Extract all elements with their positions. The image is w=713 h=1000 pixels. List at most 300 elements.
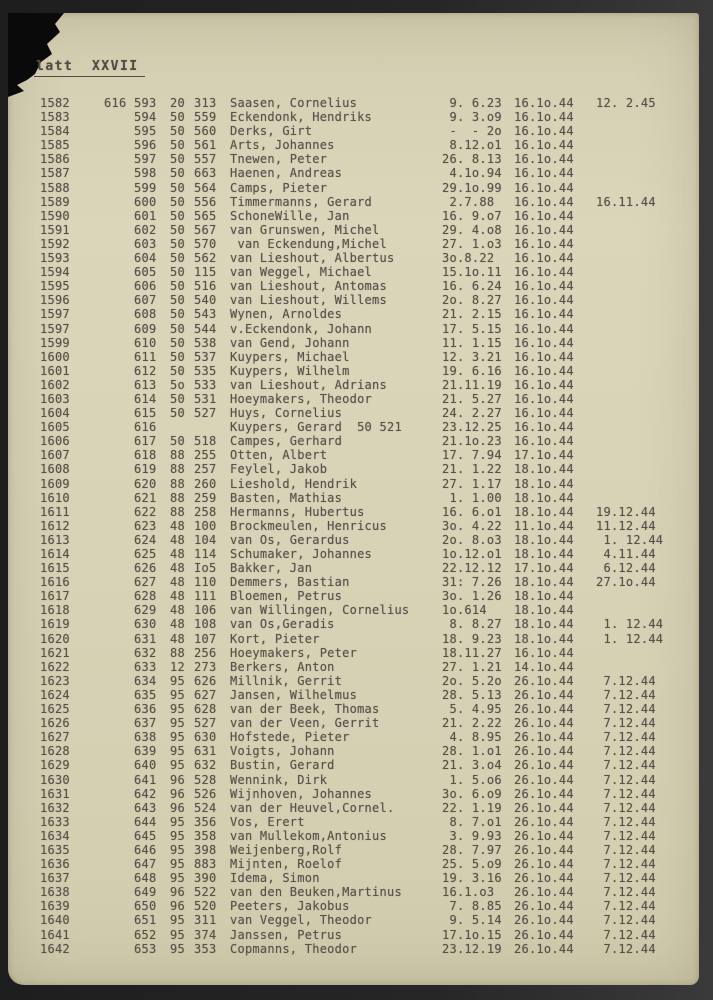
cell-number: 108 xyxy=(194,617,217,632)
table-row xyxy=(40,322,682,336)
cell-seq: 1620 xyxy=(40,631,70,646)
cell-date-in: 16.1o.44 xyxy=(514,363,574,378)
cell-seq: 1642 xyxy=(40,941,70,956)
cell-reg: 617 xyxy=(134,434,157,449)
table-row xyxy=(40,279,682,293)
cell-birth-date: 27. 1.17 xyxy=(442,476,502,491)
table-row xyxy=(40,843,682,857)
cell-number: 527 xyxy=(194,406,217,421)
cell-number: 256 xyxy=(194,645,217,660)
cell-reg: 609 xyxy=(134,321,157,336)
cell-reg: 635 xyxy=(134,687,157,702)
cell-date-out: 7.12.44 xyxy=(596,814,656,829)
cell-reg: 648 xyxy=(134,871,157,886)
cell-birth-date: 9. 6.23 xyxy=(442,96,502,110)
cell-name: van Os,Geradis xyxy=(230,617,335,632)
cell-name: Mijnten, Roelof xyxy=(230,857,343,872)
cell-ref xyxy=(104,195,134,209)
cell-seq: 1606 xyxy=(40,434,70,449)
cell-group: 88 xyxy=(170,645,185,660)
table-row xyxy=(40,942,682,956)
cell-number: 565 xyxy=(194,208,217,223)
cell-reg: 631 xyxy=(134,631,157,646)
cell-reg: 593 xyxy=(134,96,157,110)
cell-name: Camps, Pieter xyxy=(230,180,328,195)
cell-ref xyxy=(104,434,134,448)
cell-date-out: 6.12.44 xyxy=(596,561,656,576)
cell-reg: 624 xyxy=(134,532,157,547)
cell-name: Saasen, Cornelius xyxy=(230,96,358,110)
cell-group: 20 xyxy=(170,96,185,110)
cell-date-out xyxy=(596,152,682,166)
cell-seq: 1611 xyxy=(40,504,70,519)
cell-seq: 1623 xyxy=(40,673,70,688)
cell-name: van Lieshout, Adrians xyxy=(230,377,387,392)
cell-reg: 649 xyxy=(134,885,157,900)
cell-number: 374 xyxy=(194,927,217,942)
cell-reg: 594 xyxy=(134,110,157,125)
cell-reg: 646 xyxy=(134,842,157,857)
cell-number: 531 xyxy=(194,391,217,406)
cell-ref xyxy=(104,758,134,772)
table-row xyxy=(40,702,682,716)
cell-seq: 1589 xyxy=(40,194,70,209)
cell-seq: 1600 xyxy=(40,349,70,364)
cell-date-in: 26.1o.44 xyxy=(514,927,574,942)
cell-name: Eckendonk, Hendriks xyxy=(230,110,373,125)
cell-ref xyxy=(104,138,134,152)
cell-ref xyxy=(104,519,134,533)
cell-date-out xyxy=(596,406,682,420)
cell-reg: 642 xyxy=(134,786,157,801)
cell-date-out xyxy=(596,491,682,505)
cell-group: 96 xyxy=(170,786,185,801)
cell-reg: 633 xyxy=(134,659,157,674)
cell-group: 50 xyxy=(170,265,185,280)
table-row xyxy=(40,251,682,265)
cell-reg: 643 xyxy=(134,800,157,815)
cell-date-in: 26.1o.44 xyxy=(514,885,574,900)
cell-group: 88 xyxy=(170,490,185,505)
cell-ref xyxy=(104,787,134,801)
cell-seq: 1605 xyxy=(40,420,70,435)
cell-seq: 1594 xyxy=(40,265,70,280)
cell-date-in: 26.1o.44 xyxy=(514,842,574,857)
cell-reg: 603 xyxy=(134,236,157,251)
cell-date-out: 7.12.44 xyxy=(596,941,656,956)
cell-seq: 1592 xyxy=(40,236,70,251)
cell-ref xyxy=(104,166,134,180)
cell-number: 557 xyxy=(194,152,217,167)
table-row xyxy=(40,773,682,787)
cell-group: 50 xyxy=(170,434,185,449)
cell-seq: 1614 xyxy=(40,547,70,561)
cell-date-out xyxy=(596,223,682,237)
cell-date-out: 7.12.44 xyxy=(596,899,656,914)
cell-seq: 1593 xyxy=(40,251,70,266)
cell-group: 50 xyxy=(170,110,185,125)
cell-seq: 1609 xyxy=(40,476,70,491)
cell-seq: 1630 xyxy=(40,772,70,787)
cell-group: 48 xyxy=(170,603,185,618)
table-row xyxy=(40,152,682,166)
cell-seq: 1636 xyxy=(40,857,70,872)
cell-date-out: 16.11.44 xyxy=(596,194,656,209)
cell-seq: 1596 xyxy=(40,293,70,308)
cell-group: 50 xyxy=(170,180,185,195)
cell-number: 110 xyxy=(194,575,217,590)
cell-seq: 1582 xyxy=(40,96,70,110)
cell-number: 632 xyxy=(194,758,217,773)
cell-number: 522 xyxy=(194,885,217,900)
cell-birth-date: 5. 4.95 xyxy=(442,702,502,717)
cell-number: 564 xyxy=(194,180,217,195)
table-row xyxy=(40,223,682,237)
cell-name: Wijnhoven, Johannes xyxy=(230,786,373,801)
cell-reg: 636 xyxy=(134,702,157,717)
cell-date-out xyxy=(596,660,682,674)
cell-date-out: 1. 12.44 xyxy=(596,617,664,632)
cell-date-in: 26.1o.44 xyxy=(514,814,574,829)
cell-ref xyxy=(104,533,134,547)
cell-date-in: 16.1o.44 xyxy=(514,406,574,421)
cell-date-out xyxy=(596,364,682,378)
cell-seq: 1622 xyxy=(40,659,70,674)
cell-date-out xyxy=(596,477,682,491)
cell-group: 95 xyxy=(170,744,185,759)
cell-date-in: 18.1o.44 xyxy=(514,532,574,547)
cell-birth-date: 17. 7.94 xyxy=(442,448,502,463)
cell-date-out xyxy=(596,646,682,660)
cell-number: 663 xyxy=(194,166,217,181)
table-row xyxy=(40,195,682,209)
cell-ref xyxy=(104,336,134,350)
cell-date-in: 16.1o.44 xyxy=(514,251,574,266)
cell-seq: 1615 xyxy=(40,561,70,576)
cell-ref xyxy=(104,293,134,307)
cell-number: 520 xyxy=(194,899,217,914)
cell-birth-date: 23.12.19 xyxy=(442,941,502,956)
cell-birth-date: 23.12.25 xyxy=(442,420,502,435)
cell-group: 95 xyxy=(170,842,185,857)
cell-number: 259 xyxy=(194,490,217,505)
cell-date-out xyxy=(596,181,682,195)
table-row xyxy=(40,406,682,420)
cell-birth-date: 8. 8.27 xyxy=(442,617,502,632)
cell-date-in: 18.1o.44 xyxy=(514,589,574,604)
cell-name: van den Beuken,Martinus xyxy=(230,885,402,900)
cell-group: 48 xyxy=(170,561,185,576)
cell-number: 559 xyxy=(194,110,217,125)
table-row xyxy=(40,801,682,815)
cell-ref xyxy=(104,350,134,364)
cell-reg: 629 xyxy=(134,603,157,618)
cell-seq: 1626 xyxy=(40,716,70,731)
cell-group: 96 xyxy=(170,772,185,787)
cell-number: 544 xyxy=(194,321,217,336)
cell-date-out xyxy=(596,110,682,124)
cell-birth-date: 31: 7.26 xyxy=(442,575,502,590)
cell-birth-date: 3o. 4.22 xyxy=(442,518,502,533)
cell-birth-date: 1. 1.00 xyxy=(442,490,502,505)
cell-number: 538 xyxy=(194,335,217,350)
cell-birth-date: 25. 5.o9 xyxy=(442,857,502,872)
cell-date-in: 16.1o.44 xyxy=(514,152,574,167)
cell-birth-date: 21. 2.15 xyxy=(442,307,502,322)
cell-reg: 614 xyxy=(134,391,157,406)
cell-ref xyxy=(104,307,134,321)
cell-name: Demmers, Bastian xyxy=(230,575,350,590)
cell-ref xyxy=(104,829,134,843)
cell-reg: 605 xyxy=(134,265,157,280)
cell-birth-date: 4. 8.95 xyxy=(442,730,502,745)
cell-birth-date: 22. 1.19 xyxy=(442,800,502,815)
cell-ref xyxy=(104,942,134,956)
cell-number: 107 xyxy=(194,631,217,646)
cell-group: 5o xyxy=(170,377,185,392)
cell-name: Kuypers, Gerard 50 521 xyxy=(230,420,402,435)
cell-date-in: 11.1o.44 xyxy=(514,518,574,533)
cell-date-in: 26.1o.44 xyxy=(514,702,574,717)
cell-date-in: 26.1o.44 xyxy=(514,744,574,759)
cell-birth-date: 7. 8.85 xyxy=(442,899,502,914)
cell-ref xyxy=(104,462,134,476)
cell-birth-date: 15.1o.11 xyxy=(442,265,502,280)
cell-number: 630 xyxy=(194,730,217,745)
cell-group: 96 xyxy=(170,899,185,914)
cell-seq: 1628 xyxy=(40,744,70,759)
cell-ref xyxy=(104,448,134,462)
cell-seq: 1616 xyxy=(40,575,70,590)
cell-date-in: 16.1o.44 xyxy=(514,222,574,237)
cell-date-out: 7.12.44 xyxy=(596,673,656,688)
cell-reg: 639 xyxy=(134,744,157,759)
cell-date-in: 16.1o.44 xyxy=(514,124,574,139)
cell-seq: 1604 xyxy=(40,406,70,421)
cell-date-in: 16.1o.44 xyxy=(514,293,574,308)
table-row xyxy=(40,885,682,899)
cell-number: 526 xyxy=(194,786,217,801)
table-row xyxy=(40,462,682,476)
cell-seq: 1602 xyxy=(40,377,70,392)
cell-birth-date: 1. 5.o6 xyxy=(442,772,502,787)
cell-ref xyxy=(104,730,134,744)
cell-number: 104 xyxy=(194,532,217,547)
cell-number: 313 xyxy=(194,96,217,110)
cell-birth-date: 2o. 8.27 xyxy=(442,293,502,308)
cell-number: 111 xyxy=(194,589,217,604)
cell-name: Janssen, Petrus xyxy=(230,927,343,942)
cell-date-out: 7.12.44 xyxy=(596,716,656,731)
cell-group: 95 xyxy=(170,673,185,688)
cell-name: Vos, Erert xyxy=(230,814,305,829)
cell-date-in: 18.1o.44 xyxy=(514,575,574,590)
cell-name: Bloemen, Petrus xyxy=(230,589,343,604)
cell-seq: 1641 xyxy=(40,927,70,942)
table-row xyxy=(40,364,682,378)
cell-birth-date: 26. 8.13 xyxy=(442,152,502,167)
cell-name: van Mullekom,Antonius xyxy=(230,828,387,843)
cell-reg: 651 xyxy=(134,913,157,928)
cell-date-in: 26.1o.44 xyxy=(514,800,574,815)
table-row xyxy=(40,617,682,631)
cell-date-out xyxy=(596,603,682,617)
cell-ref xyxy=(104,674,134,688)
cell-ref xyxy=(104,702,134,716)
cell-seq: 1627 xyxy=(40,730,70,745)
cell-date-out: 7.12.44 xyxy=(596,687,656,702)
cell-birth-date: 16. 9.o7 xyxy=(442,208,502,223)
cell-number: 358 xyxy=(194,828,217,843)
table-row xyxy=(40,533,682,547)
cell-name: van Os, Gerardus xyxy=(230,532,350,547)
table-row xyxy=(40,603,682,617)
cell-date-out xyxy=(596,279,682,293)
cell-reg: 640 xyxy=(134,758,157,773)
cell-group: 50 xyxy=(170,222,185,237)
cell-number: 311 xyxy=(194,913,217,928)
cell-group: 12 xyxy=(170,659,185,674)
cell-date-in: 16.1o.44 xyxy=(514,180,574,195)
cell-reg: 599 xyxy=(134,180,157,195)
cell-birth-date: 28. 5.13 xyxy=(442,687,502,702)
cell-number: 543 xyxy=(194,307,217,322)
cell-ref xyxy=(104,871,134,885)
cell-date-out: 7.12.44 xyxy=(596,828,656,843)
records-table xyxy=(40,96,682,956)
cell-group: 48 xyxy=(170,547,185,561)
table-row xyxy=(40,378,682,392)
cell-name: van Eckendung,Michel xyxy=(230,236,387,251)
cell-group: 50 xyxy=(170,138,185,153)
cell-group: 50 xyxy=(170,124,185,139)
cell-group: 50 xyxy=(170,335,185,350)
cell-ref xyxy=(104,913,134,927)
cell-number: 115 xyxy=(194,265,217,280)
cell-date-in: 26.1o.44 xyxy=(514,941,574,956)
cell-seq: 1595 xyxy=(40,279,70,294)
cell-birth-date: 21. 3.o4 xyxy=(442,758,502,773)
cell-group: 48 xyxy=(170,617,185,632)
cell-date-out: 7.12.44 xyxy=(596,885,656,900)
cell-number: 883 xyxy=(194,857,217,872)
cell-birth-date: 3o. 1.26 xyxy=(442,589,502,604)
cell-name: van der Heuvel,Cornel. xyxy=(230,800,395,815)
cell-name: Bakker, Jan xyxy=(230,561,313,576)
cell-date-out: 27.1o.44 xyxy=(596,575,656,590)
cell-number: 561 xyxy=(194,138,217,153)
table-row xyxy=(40,138,682,152)
cell-group: 95 xyxy=(170,913,185,928)
cell-date-out xyxy=(596,209,682,223)
cell-group: 88 xyxy=(170,448,185,463)
cell-date-in: 26.1o.44 xyxy=(514,786,574,801)
cell-group: 50 xyxy=(170,152,185,167)
cell-birth-date: 21. 5.27 xyxy=(442,391,502,406)
cell-birth-date: 19. 6.16 xyxy=(442,363,502,378)
cell-ref: 616 xyxy=(104,96,127,110)
cell-reg: 647 xyxy=(134,857,157,872)
cell-date-in: 16.1o.44 xyxy=(514,377,574,392)
cell-name: Arts, Johannes xyxy=(230,138,335,153)
cell-date-out xyxy=(596,251,682,265)
table-row xyxy=(40,96,682,110)
table-row xyxy=(40,209,682,223)
table-row xyxy=(40,744,682,758)
cell-number: 398 xyxy=(194,842,217,857)
cell-name: van Gend, Johann xyxy=(230,335,350,350)
cell-birth-date: 21.1o.23 xyxy=(442,434,502,449)
cell-reg: 616 xyxy=(134,420,157,435)
cell-birth-date: 8. 7.o1 xyxy=(442,814,502,829)
page-heading: latt XXVII xyxy=(34,59,145,77)
cell-seq: 1619 xyxy=(40,617,70,632)
cell-reg: 608 xyxy=(134,307,157,322)
table-row xyxy=(40,646,682,660)
cell-number: 528 xyxy=(194,772,217,787)
cell-name: Feylel, Jakob xyxy=(230,462,328,477)
cell-seq: 1597 xyxy=(40,321,70,336)
cell-ref xyxy=(104,237,134,251)
cell-number: Io5 xyxy=(194,561,217,576)
cell-number: 527 xyxy=(194,716,217,731)
cell-date-out: 1. 12.44 xyxy=(596,631,664,646)
cell-name: Campes, Gerhard xyxy=(230,434,343,449)
cell-ref xyxy=(104,279,134,293)
cell-name: Bustin, Gerard xyxy=(230,758,335,773)
cell-number: 356 xyxy=(194,814,217,829)
cell-birth-date: 1o.12.o1 xyxy=(442,547,502,561)
cell-date-in: 26.1o.44 xyxy=(514,772,574,787)
cell-name: Schumaker, Johannes xyxy=(230,547,373,561)
cell-date-in: 18.1o.44 xyxy=(514,490,574,505)
table-row xyxy=(40,547,682,561)
cell-group: 48 xyxy=(170,575,185,590)
cell-date-out: 7.12.44 xyxy=(596,800,656,815)
cell-group: 96 xyxy=(170,800,185,815)
cell-reg: 634 xyxy=(134,673,157,688)
cell-reg: 606 xyxy=(134,279,157,294)
records-table-body xyxy=(40,96,682,956)
table-row xyxy=(40,857,682,871)
cell-ref xyxy=(104,575,134,589)
cell-date-in: 18.1o.44 xyxy=(514,547,574,561)
cell-name: van der Beek, Thomas xyxy=(230,702,380,717)
cell-date-out: 7.12.44 xyxy=(596,702,656,717)
cell-date-out: 12. 2.45 xyxy=(596,96,656,110)
cell-birth-date: - - 2o xyxy=(442,124,502,139)
cell-name: Hoeymakers, Peter xyxy=(230,645,358,660)
table-row xyxy=(40,688,682,702)
cell-number: 524 xyxy=(194,800,217,815)
cell-date-in: 16.1o.44 xyxy=(514,349,574,364)
cell-seq: 1617 xyxy=(40,589,70,604)
cell-birth-date: 17.1o.15 xyxy=(442,927,502,942)
cell-group: 95 xyxy=(170,730,185,745)
cell-date-out xyxy=(596,307,682,321)
cell-birth-date: 16. 6.o1 xyxy=(442,504,502,519)
table-row xyxy=(40,505,682,519)
cell-ref xyxy=(104,857,134,871)
cell-name: Brockmeulen, Henricus xyxy=(230,518,387,533)
cell-seq: 1597 xyxy=(40,307,70,322)
table-row xyxy=(40,716,682,730)
cell-seq: 1612 xyxy=(40,518,70,533)
table-row xyxy=(40,829,682,843)
cell-birth-date: 19. 3.16 xyxy=(442,871,502,886)
cell-reg: 607 xyxy=(134,293,157,308)
cell-reg: 625 xyxy=(134,547,157,561)
